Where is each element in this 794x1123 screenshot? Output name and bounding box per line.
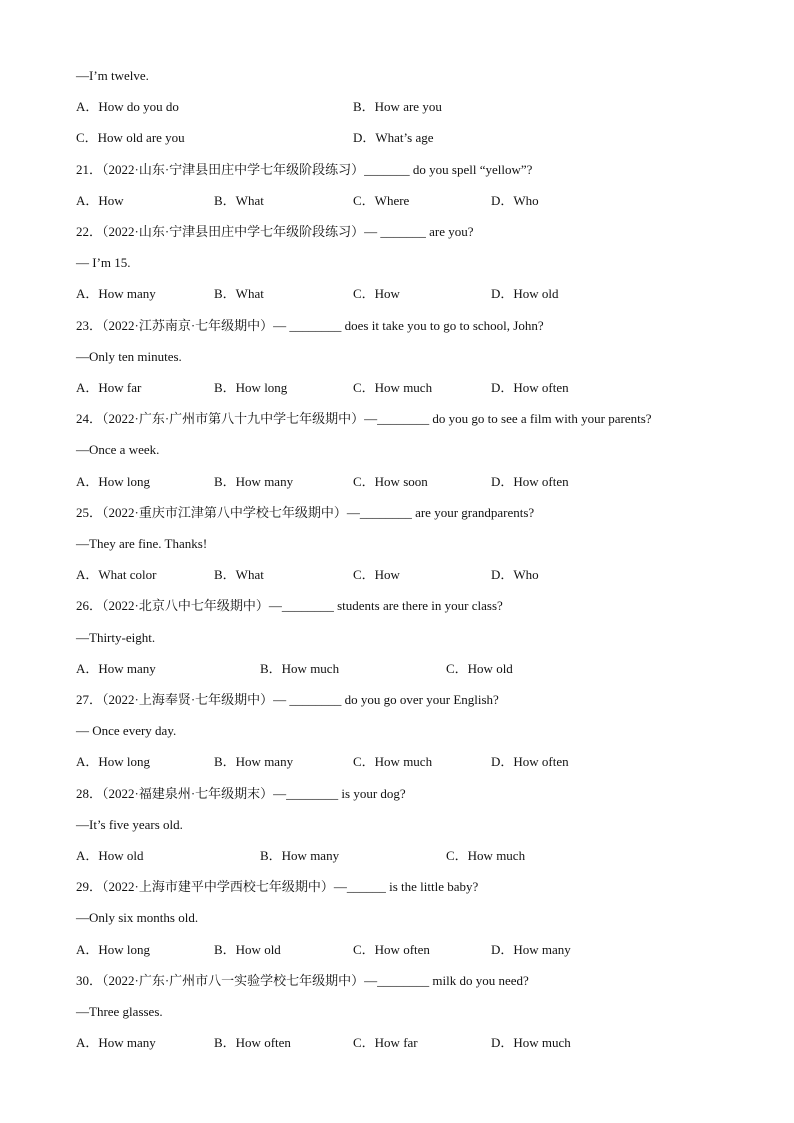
text-line: —I’m twelve. [76, 68, 149, 83]
answer-option: B．How long [214, 380, 288, 395]
text-line: —Three glasses. [76, 1004, 163, 1019]
answer-option: A．How do you do [76, 99, 179, 114]
answer-option: D．How many [491, 942, 571, 957]
text-line: 25．（2022·重庆市江津第八中学校七年级期中）—________ are your grandparents? [76, 505, 535, 520]
answer-option: A．How old [76, 848, 144, 863]
answer-option: A．How long [76, 942, 151, 957]
text-line: — Once every day. [76, 723, 177, 738]
answer-option: B．How many [214, 474, 294, 489]
answer-option: C．How [353, 286, 400, 301]
answer-option: C．How much [353, 380, 433, 395]
answer-option: A．How long [76, 474, 151, 489]
text-line: 23．（2022·江苏南京·七年级期中）— ________ does it take you to go to school, John? [76, 318, 544, 333]
answer-option: C．How much [446, 848, 526, 863]
answer-option: A．How many [76, 1035, 156, 1050]
answer-option: C．How much [353, 754, 433, 769]
text-line: —Only six months old. [76, 910, 199, 925]
text-line: 26．（2022·北京八中七年级期中）—________ students are there in your class? [76, 598, 503, 613]
answer-option: A．How many [76, 661, 156, 676]
answer-option: D．Who [491, 567, 539, 582]
text-line: 27．（2022·上海奉贤·七年级期中）— ________ do you go over your English? [76, 692, 499, 707]
text-line: — I’m 15. [76, 255, 131, 270]
answer-option: C．Where [353, 193, 410, 208]
answer-option: D．Who [491, 193, 539, 208]
answer-option: C．How [353, 567, 400, 582]
answer-option: C．How old [446, 661, 513, 676]
answer-option: B．What [214, 286, 264, 301]
answer-option: B．How old [214, 942, 281, 957]
answer-option: B．How many [260, 848, 340, 863]
answer-option: D．How often [491, 474, 569, 489]
answer-option: A．How many [76, 286, 156, 301]
answer-option: C．How often [353, 942, 430, 957]
answer-option: C．How old are you [76, 130, 185, 145]
answer-option: D．How often [491, 754, 569, 769]
answer-option: C．How far [353, 1035, 418, 1050]
answer-option: A．How far [76, 380, 142, 395]
text-line: —It’s five years old. [76, 817, 183, 832]
text-line: —Thirty-eight. [76, 630, 156, 645]
answer-option: D．How old [491, 286, 559, 301]
text-line: 21．（2022·山东·宁津县田庄中学七年级阶段练习）_______ do you spell “yellow”? [76, 162, 533, 177]
text-line: —Only ten minutes. [76, 349, 182, 364]
text-line: 24．（2022·广东·广州市第八十九中学七年级期中）—________ do you go to see a film with your parents? [76, 411, 652, 426]
answer-option: A．What color [76, 567, 157, 582]
answer-option: B．How many [214, 754, 294, 769]
answer-option: A．How [76, 193, 124, 208]
text-line: —Once a week. [76, 442, 160, 457]
text-line: 28．（2022·福建泉州·七年级期末）—________ is your dog? [76, 786, 406, 801]
text-line: 30．（2022·广东·广州市八一实验学校七年级期中）—________ milk do you need? [76, 973, 529, 988]
answer-option: A．How long [76, 754, 151, 769]
answer-option: B．What [214, 567, 264, 582]
text-line: 22．（2022·山东·宁津县田庄中学七年级阶段练习）— _______ are you? [76, 224, 474, 239]
text-line: —They are fine. Thanks! [76, 536, 208, 551]
text-line: 29．（2022·上海市建平中学西校七年级期中）—______ is the little baby? [76, 879, 479, 894]
answer-option: B．How much [260, 661, 340, 676]
answer-option: B．How are you [353, 99, 442, 114]
answer-option: D．What’s age [353, 130, 434, 145]
answer-option: C．How soon [353, 474, 428, 489]
answer-option: B．What [214, 193, 264, 208]
answer-option: B．How often [214, 1035, 291, 1050]
answer-option: D．How much [491, 1035, 571, 1050]
answer-option: D．How often [491, 380, 569, 395]
